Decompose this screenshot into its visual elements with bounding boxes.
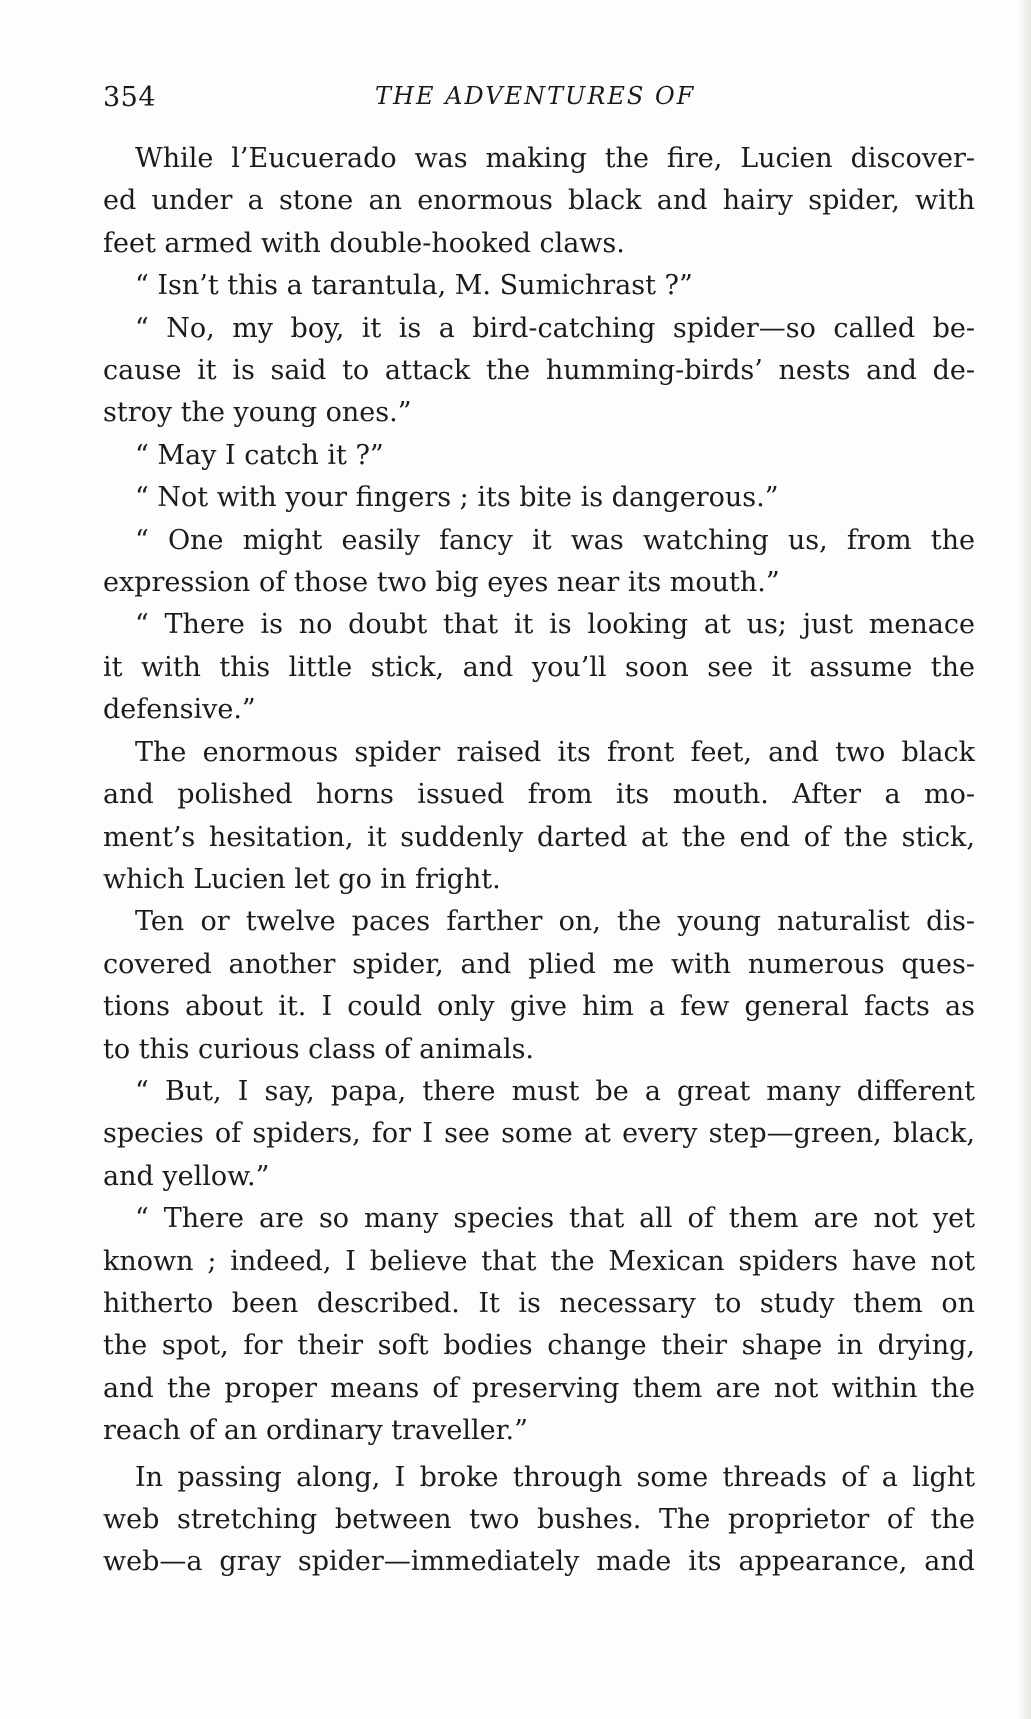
text-line: and polished horns issued from its mouth. After a mo-: [103, 779, 975, 811]
text-line: “ Not with your fingers ; its bite is dangerous.”: [135, 482, 779, 514]
text-line: reach of an ordinary traveller.”: [103, 1415, 528, 1447]
text-line: “ There are so many species that all of them are not yet: [135, 1203, 975, 1235]
body-text: [103, 138, 975, 1584]
text-line: “ May I catch it ?”: [135, 439, 384, 471]
text-line: it with this little stick, and you’ll soon see it assume the: [103, 651, 975, 683]
running-head: [103, 82, 983, 122]
text-line: The enormous spider raised its front feet, and two black: [135, 736, 975, 768]
text-line: and yellow.”: [103, 1160, 270, 1192]
text-line: to this curious class of animals.: [103, 1033, 535, 1065]
text-line: cause it is said to attack the humming-birds’ nests and de-: [103, 355, 975, 387]
text-line: stroy the young ones.”: [103, 397, 412, 429]
text-line: In passing along, I broke through some threads of a light: [135, 1461, 975, 1493]
text-line: “ One might easily fancy it was watching us, from the: [135, 524, 975, 556]
text-line: ed under a stone an enormous black and hairy spider, with: [103, 185, 975, 217]
text-line: the spot, for their soft bodies change their shape in drying,: [103, 1330, 975, 1362]
text-line: ment’s hesitation, it suddenly darted at the end of the stick,: [103, 821, 975, 853]
text-line: web stretching between two bushes. The proprietor of the: [103, 1504, 975, 1535]
page-edge-shadow: [1017, 0, 1031, 1719]
text-line: known ; indeed, I believe that the Mexican spiders have not: [103, 1245, 975, 1277]
page-number: 354: [103, 82, 157, 113]
text-line: which Lucien let go in fright.: [103, 863, 501, 895]
text-line: feet armed with double-hooked claws.: [103, 227, 625, 259]
text-line: “ But, I say, papa, there must be a great many different: [135, 1075, 975, 1107]
text-line: tions about it. I could only give him a few general facts as: [103, 991, 975, 1023]
text-line: While l’Eucuerado was making the fire, Lucien discover-: [135, 143, 975, 174]
text-line: Ten or twelve paces farther on, the young naturalist dis-: [135, 906, 975, 938]
text-line: “ No, my boy, it is a bird-catching spider—so called be-: [135, 312, 975, 344]
text-line: species of spiders, for I see some at every step—green, black,: [103, 1118, 975, 1150]
text-line: expression of those two big eyes near its mouth.”: [103, 567, 780, 599]
text-line: web—a gray spider—immediately made its appearance, and: [103, 1546, 975, 1578]
text-line: “ There is no doubt that it is looking at us; just menace: [135, 609, 975, 641]
running-title: THE ADVENTURES OF: [375, 82, 696, 110]
text-line: and the proper means of preserving them are not within the: [103, 1372, 975, 1404]
text-line: hitherto been described. It is necessary to study them on: [103, 1287, 975, 1319]
text-line: “ Isn’t this a tarantula, M. Sumichrast ?”: [135, 270, 693, 302]
text-line: defensive.”: [103, 694, 256, 726]
text-line: covered another spider, and plied me with numerous ques-: [103, 948, 975, 980]
